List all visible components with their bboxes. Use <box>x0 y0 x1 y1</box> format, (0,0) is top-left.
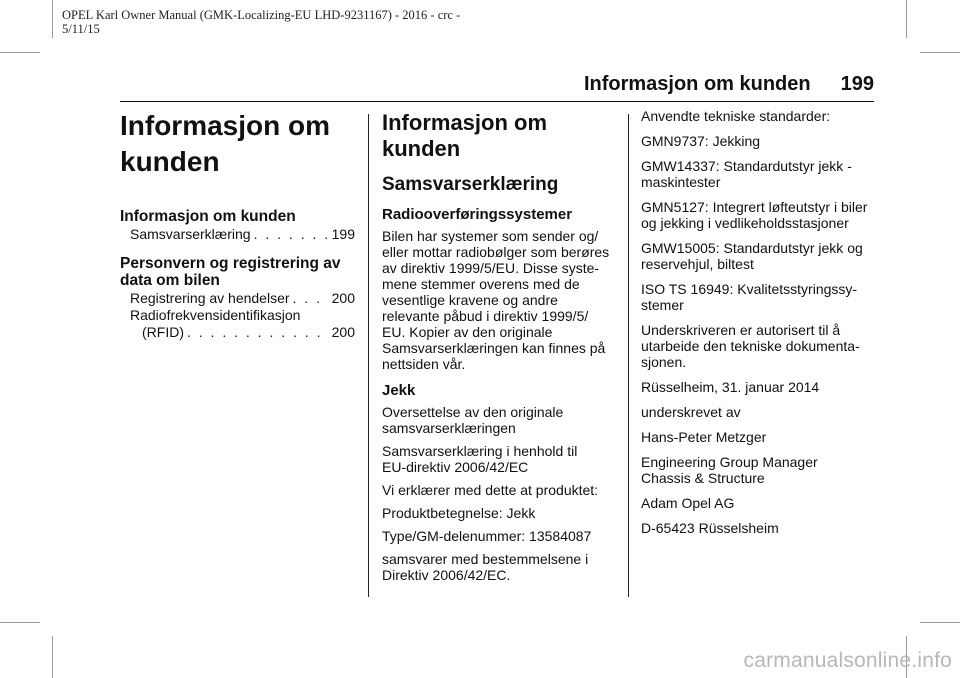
jack-paragraph-6 <box>382 551 618 583</box>
radio-systems-paragraph <box>382 228 618 372</box>
jack-paragraph-4 <box>382 505 618 521</box>
text-line: eller mottar radiobølger som berøres <box>382 244 610 260</box>
section-title-line-1: Informasjon om <box>382 110 548 135</box>
toc-entry-rfid[interactable] <box>120 324 355 341</box>
text-line: vesentlige kravene og andre <box>382 292 558 308</box>
toc-section-heading-line-2: data om bilen <box>120 272 220 289</box>
text-line: utarbeide den tekniske dokumenta- <box>641 338 860 354</box>
toc-section-heading <box>120 255 355 289</box>
authorization-paragraph <box>641 322 877 370</box>
section-title <box>382 110 618 162</box>
toc-section-2 <box>120 255 355 341</box>
toc-section-heading: Informasjon om kunden <box>120 208 296 225</box>
text-line: GMW14337: Standardutstyr jekk - <box>641 158 852 174</box>
text-line: underskrevet av <box>641 404 741 420</box>
company-address <box>641 520 877 536</box>
text-line: Samsvarserklæringen kan finnes på <box>382 340 606 356</box>
standards-paragraph-3 <box>641 158 877 190</box>
company-name <box>641 495 877 511</box>
text-line: Oversettelse av den originale <box>382 404 564 420</box>
text-line: samsvarer med bestemmelsene i <box>382 551 589 567</box>
chapter-title <box>120 108 355 180</box>
toc-entry-label: (RFID) <box>142 324 184 340</box>
crop-mark-bottom-right-horizontal <box>920 622 960 623</box>
jack-heading: Jekk <box>382 382 416 399</box>
standards-paragraph-5 <box>641 240 877 272</box>
text-line: Type/GM-delenummer: 13584087 <box>382 528 592 544</box>
text-line: GMN9737: Jekking <box>641 133 761 149</box>
print-metadata <box>62 8 502 36</box>
text-line: D-65423 Rüsselsheim <box>641 520 779 536</box>
text-line: Direktiv 2006/42/EC. <box>382 567 511 583</box>
main-content-column-2 <box>641 108 877 545</box>
jack-paragraph-5 <box>382 528 618 544</box>
text-line: mene stemmer overens med de <box>382 276 580 292</box>
text-line: Underskriveren er autorisert til å <box>641 322 841 338</box>
text-line: Vi erklærer med dette at produktet: <box>382 482 599 498</box>
text-line: EU-direktiv 2006/42/EC <box>382 459 529 475</box>
text-line: Produktbetegnelse: Jekk <box>382 505 536 521</box>
toc-entry-page: 199 <box>331 226 355 242</box>
standards-paragraph-4 <box>641 199 877 231</box>
toc-entry-label: Samsvarserklæring <box>130 226 251 242</box>
toc-entry-samsvarserklaering[interactable] <box>120 226 355 243</box>
header-rule <box>120 101 874 102</box>
jack-paragraph-3 <box>382 482 618 498</box>
text-line: Rüsselheim, 31. januar 2014 <box>641 379 820 395</box>
text-line: GMN5127: Integrert løfteutstyr i biler <box>641 199 868 215</box>
toc-entry-page: 200 <box>331 324 355 340</box>
watermark[interactable]: carmanualsonline.info <box>743 649 952 672</box>
running-header-title: Informasjon om kunden <box>583 73 811 95</box>
text-line: reservehjul, biltest <box>641 256 754 272</box>
running-header <box>584 73 874 96</box>
text-line: og jekking i vedlikeholdsstasjoner <box>641 215 849 231</box>
print-metadata-line-2: 5/11/15 <box>62 22 100 36</box>
signed-by-label <box>641 404 877 420</box>
text-line: ISO TS 16949: Kvalitetsstyringssy- <box>641 281 858 297</box>
column-divider-2 <box>628 114 629 597</box>
text-line: maskintester <box>641 174 721 190</box>
toc-leader-dots <box>293 290 329 307</box>
toc-section-1 <box>120 208 355 243</box>
crop-mark-top-right-vertical <box>906 0 907 38</box>
text-line: relevante påbud i direktiv 1999/5/ <box>382 308 589 324</box>
chapter-title-line-1: Informasjon om <box>120 110 331 141</box>
chapter-title-line-2: kunden <box>120 146 220 177</box>
crop-mark-bottom-left-horizontal <box>0 622 40 623</box>
text-line: samsvarserklæringen <box>382 420 516 436</box>
print-metadata-line-1: OPEL Karl Owner Manual (GMK-Localizing-EU LHD-9231167) - 2016 - crc - <box>62 8 461 22</box>
signatory-name <box>641 429 877 445</box>
crop-mark-bottom-left-vertical <box>52 636 53 678</box>
crop-mark-top-left-horizontal <box>0 52 40 53</box>
text-line: EU. Kopier av den originale <box>382 324 553 340</box>
column-divider-1 <box>368 114 369 597</box>
crop-mark-top-right-horizontal <box>920 52 960 53</box>
toc-entry-label-line-1: Radiofrekvensidentifikasjon <box>130 307 301 323</box>
page-number: 199 <box>840 73 874 95</box>
text-line: Samsvarserklæring i henhold til <box>382 443 578 459</box>
text-line: GMW15005: Standardutstyr jekk og <box>641 240 863 256</box>
toc-section-heading-line-1: Personvern og registrering av <box>120 255 341 272</box>
toc-leader-dots <box>187 324 329 341</box>
jack-paragraph-1 <box>382 404 618 436</box>
text-line: Engineering Group Manager <box>641 454 818 470</box>
place-date <box>641 379 877 395</box>
text-line: nettsiden vår. <box>382 356 466 372</box>
main-content-column-1 <box>382 110 618 590</box>
standards-paragraph-6 <box>641 281 877 313</box>
chapter-toc <box>120 108 355 353</box>
text-line: Hans-Peter Metzger <box>641 429 767 445</box>
jack-paragraph-2 <box>382 443 618 475</box>
crop-mark-top-left-vertical <box>52 0 53 38</box>
toc-entry-page: 200 <box>331 290 355 306</box>
subsection-title: Samsvarserklæring <box>382 174 559 195</box>
text-line: av direktiv 1999/5/EU. Disse syste- <box>382 260 600 276</box>
text-line: Bilen har systemer som sender og/ <box>382 228 599 244</box>
toc-entry-label: Registrering av hendelser <box>130 290 290 306</box>
section-title-line-2: kunden <box>382 136 461 161</box>
text-line: stemer <box>641 297 684 313</box>
standards-paragraph-2 <box>641 133 877 149</box>
text-line: Adam Opel AG <box>641 495 735 511</box>
toc-leader-dots <box>254 226 329 243</box>
signatory-title <box>641 454 877 486</box>
text-line: Chassis & Structure <box>641 470 765 486</box>
standards-paragraph-1 <box>641 108 877 124</box>
toc-entry-registrering-av-hendelser[interactable] <box>120 290 355 307</box>
text-line: sjonen. <box>641 354 687 370</box>
radio-systems-heading: Radiooverføringssystemer <box>382 206 573 223</box>
text-line: Anvendte tekniske standarder: <box>641 108 831 124</box>
